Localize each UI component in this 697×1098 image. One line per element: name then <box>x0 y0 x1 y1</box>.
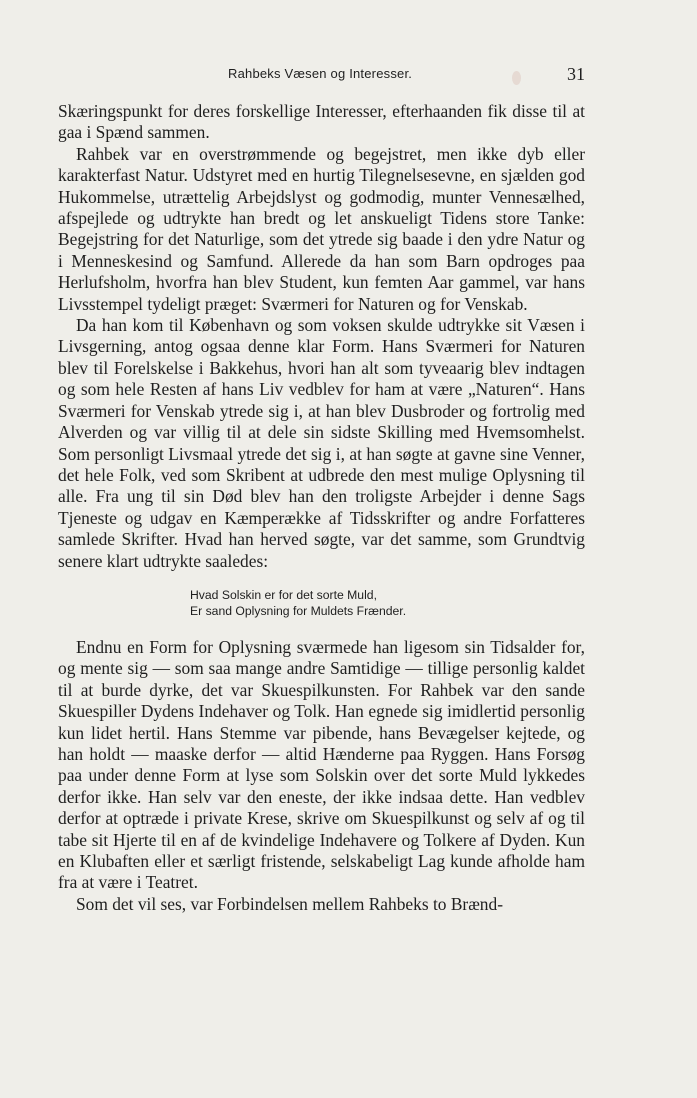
page-header <box>58 64 585 86</box>
verse-quote <box>58 587 585 619</box>
paper-stain <box>512 71 521 85</box>
paragraph: Endnu en Form for Oplysning sværmede han ligesom sin Tidsalder for, og mente sig — som saa mange andre Samtidige — tillige personlig kaldet til at burde dyrke, det var Skuespilkunsten. For Rahbek var den sande Skuespiller Dydens Indehaver og Tolk. Han egnede sig imidlertid personlig kun lidet hertil. Hans Stemme var pibende, hans Bevægelser kejtede, og han holdt — maaske derfor — altid Hænderne paa Ryggen. Hans Forsøg paa under denne Form at lyse som Solskin over det sorte Muld lykkedes derfor ikke. Han selv var den eneste, der ikke indsaa dette. Han vedblev derfor at optræde i private Krese, skrive om Skuespilkunst og selv af og til tabe sit Hjerte til en af de kvindelige Indehavere og Tolkere af Dyden. Kun en Klubaften eller et særligt fristende, selskabeligt Lag kunde afholde ham fra at være i Teatret. <box>58 636 585 893</box>
verse-line: Hvad Solskin er for det sorte Muld, <box>190 587 377 602</box>
paragraph: Rahbek var en overstrømmende og begejstret, men ikke dyb eller karakterfast Natur. Udstyret med en hurtig Tilegnelsesevne, en sjælden god Hukommelse, utrættelig Arbejdslyst og godmodig, munter Vennesælhed, afspejlede og udtrykte han bredt og let anskueligt Tidens store Tanke: Begejstring for det Naturlige, som det ytrede sig baade i den ydre Natur og i Menneskesind og Samfund. Allerede da han som Barn opdroges paa Herlufsholm, hvorfra han blev Student, kun femten Aar gammel, var hans Livsstempel tydeligt præget: Sværmeri for Naturen og for Venskab. <box>58 143 585 314</box>
paragraph-last: Som det vil ses, var Forbindelsen mellem Rahbeks to Brænd- <box>76 893 503 914</box>
body-text <box>58 101 585 915</box>
paragraph-continued: Skæringspunkt for deres forskellige Interesser, efterhaanden fik disse til at gaa i Spænd sammen. <box>58 101 585 143</box>
running-title: Rahbeks Væsen og Interesser. <box>228 66 413 81</box>
paragraph: Da han kom til København og som voksen skulde udtrykke sit Væsen i Livsgerning, antog ogsaa denne klar Form. Hans Sværmeri for Naturen blev til Forelskelse i Bakkehus, hvori han alt som tyveaarig blev indtagen og som hele Resten af hans Liv vedblev for ham at være „Naturen“. Hans Sværmeri for Venskab ytrede sig i, at han blev Dusbroder og fortrolig med Alverden og var villig til at dele sin sidste Skilling med Hvemsomhelst. Som personligt Livsmaal ytrede det sig i, at han søgte at gavne sine Venner, det hele Folk, ved som Skribent at udbrede den mest mulige Oplysning til alle. Fra ung til sin Død blev han den troligste Arbejder i denne Sags Tjeneste og udgav en Kæmperække af Tidsskrifter og andre Forfatteres samlede Skrifter. Hvad han herved søgte, var det samme, som Grundtvig senere klart udtrykte saaledes: <box>58 315 585 571</box>
verse-line: Er sand Oplysning for Muldets Frænder. <box>190 603 407 618</box>
page-number: 31 <box>567 64 585 84</box>
